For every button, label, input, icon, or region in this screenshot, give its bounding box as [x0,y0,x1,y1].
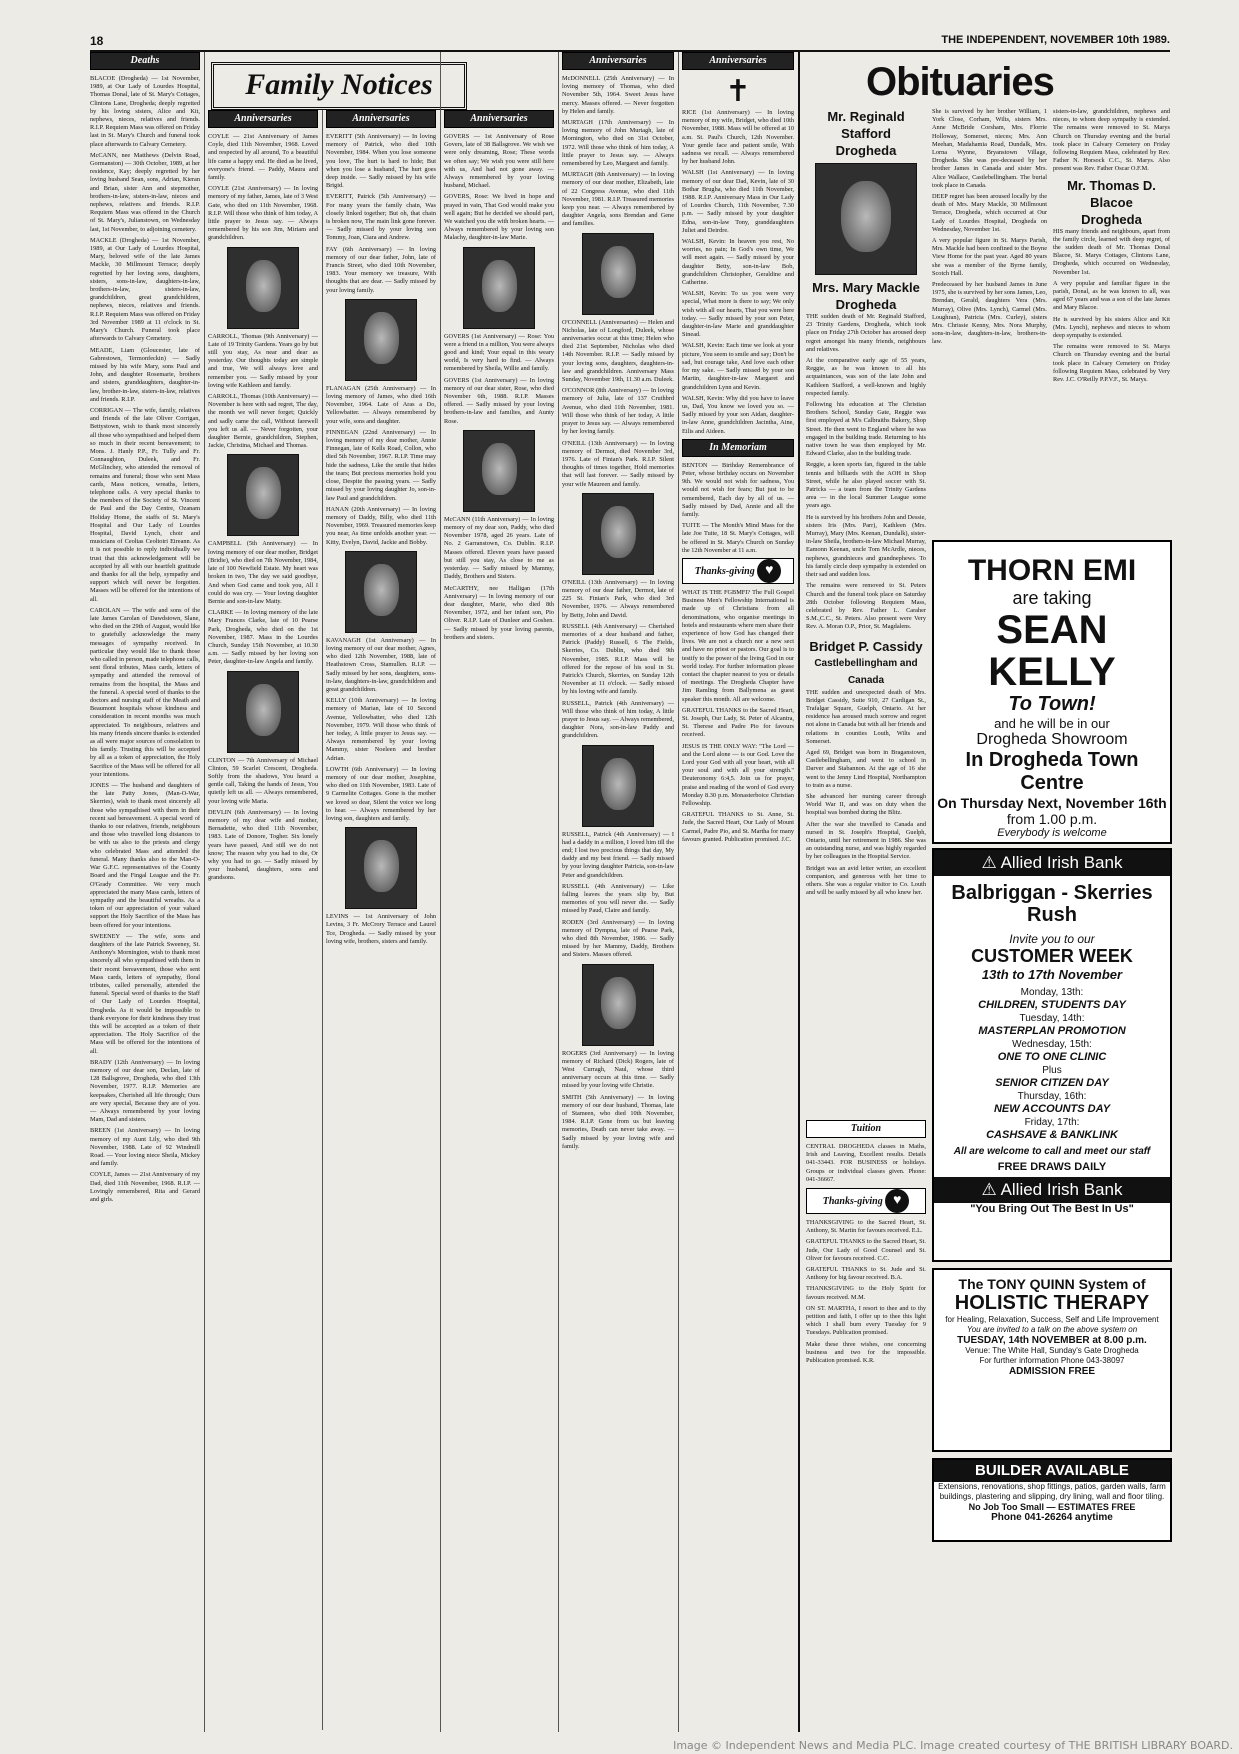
aib-day-event: CHILDREN, STUDENTS DAY [978,999,1126,1011]
anniversary-notice: RUSSELL (4th Anniversary) — Cherished memories of a dear husband and father, Patrick (Paddy) Russell, 6 The Fields, Skerries, Co. Dublin, who died 9th November, 1985. R.I.P. Mass will be offered for the repose of his soul in St. Patrick's Church, Skerries, on Sunday 12th November at 11 o'clock. — Sadly missed by his loving wife and family. [562,622,674,696]
aib-day-label: Friday, 17th: [1024,1117,1080,1128]
mackle-name: Mrs. Mary Mackle [812,280,920,295]
anniversaries-column-5 [682,52,794,1732]
image-credit: Image © Independent News and Media PLC. Image created courtesy of THE BRITISH LIBRARY BOARD. [673,1739,1233,1752]
notice: MEADE, Liam (Gloucester, late of Gabrestown, Termonfeckin) — Sadly missed by his wife Mary, sons Paul and John, and daughter Rosemarie, brothers and sisters, granddaughters, daughter-in-law, brother-in-law, sisters-in-law, relatives and friends. R.I.P. [90,346,200,403]
thanks-notice: GRATEFUL THANKS to St. Jude and St. Anthony for big favour received. B.A. [806,1266,926,1282]
aib-day-label: Plus [1042,1065,1062,1076]
cross-icon: ✝ [725,75,751,108]
column-rule [204,52,205,1732]
anniversary-notice: GOVERS (1st Anniversary) — In loving memory of our dear sister, Rose, who died November 6th, 1988. R.I.P. Masses offered. — Sadly missed by your loving brothers-in-law and families, and Aunty Rose. [444,376,554,425]
anniversaries-heading-4: Anniversaries [562,52,674,70]
portrait-photo [582,964,654,1046]
anniversary-notice: ROGERS (3rd Anniversary) — In loving memory of Richard (Dick) Rogers, late of West Curragh, Naul, whose third anniversary occurs at this time. — Sadly missed by your loving wife Christie. [562,1049,674,1090]
notice: WALSH, Kevin: Why did you have to leave us, Dad, You know we loved you so. — Sadly missed by your son Aidan, daughter-in-law Anne, grandchildren Jacintha, Aine, Eilis and Aideen. [682,394,794,435]
blacoe-name: Mr. Thomas D. Blacoe [1067,177,1156,210]
thanks-notice: Make these three wishes, one concerning business and two for the impossible. Publication promised. K.R. [806,1340,926,1365]
aib-dates: 13th to 17th November [981,967,1123,982]
quinn-title-1: The TONY QUINN System of [958,1276,1146,1292]
aib-week: CUSTOMER WEEK [971,946,1133,966]
thanks-notice: GRATEFUL THANKS to the Sacred Heart, St. Jude, Our Lady of Good Counsel and St. Oliver for favours received. C.C. [806,1238,926,1262]
quinn-line: For further information Phone 043-38097 [979,1356,1125,1365]
cassidy-text: Bridget was an avid letter writer, an excellent companion, and generous with her time to others. She was a regular visitor to Co. Louth and will be sadly missed by all who knew her. [806,864,926,897]
notice: BLACOE (Drogheda) — 1st November, 1989, at Our Lady of Lourdes Hospital, Thomas Donal, late of St. Mary's Cottages, Clintons Lane, Drogheda; deeply regretted by his loving sisters, Alice and Kit, nephews, nieces, relatives and friends. R.I.P. Requiem Mass was offered on Friday last in St. Mary's Church and funeral took place afterwards to Calvary Cemetery. [90,75,200,148]
thanks-notice: THANKSGIVING to the Holy Spirit for favours received. M.M. [806,1285,926,1301]
stafford-text: At the comparative early age of 55 years, Reggie, as he was known to all his acquaintances, was son of the late John and Kathleen Stafford, a well-known and highly respected family. [806,357,926,397]
portrait-photo [227,247,299,329]
aib-logo-2: ⚠ Allied Irish Bank [934,1177,1170,1203]
anniversary-notice: DEVLIN (6th Anniversary) — In loving memory of my dear wife and mother, Bernadette, who died 11th November, 1983. Late of Donore, Togher. Six lonely years have passed, And still we do not know; The reason why you had to die, Or why you had to go. — Sadly missed by your husband, daughters, sons and grandsons. [208,808,318,882]
obituaries-title: Obituaries [866,60,1054,104]
aib-bank-name: Allied Irish Bank [1000,853,1123,872]
anniversary-notice: RUSSELL, Patrick (4th Anniversary) — I had a daddy in a million, I loved him till the end; I lost two precious things that day, My daddy and my best friend. — Sadly missed by your loving daughter Patricia, son-in-law Peter and grandchildren. [562,830,674,879]
blacoe-text: The remains were removed to St. Marys Church on Thursday evening and the burial took place in Calvary Cemetery on Friday following Requiem Mass, celebrated by Very Rev. J.C. O'Reilly P.P.V.F., St. Marys. [1053,343,1170,384]
notice: SWEENEY — The wife, sons and daughters of the late Patrick Sweeney, St. Anthony's Mornington, wish to thank most sincerely all who sympathised with them in their recent bereavement, those who sent Mass cards, letters of sympathy, floral tributes, called personally, attended the funeral. Special word of thanks to the Staff of Our Lady of Lourdes Hospital, Drogheda. As it would be impossible to thank everyone for their kindness they trust this will be accepted as a token of their appreciation. The Holy Sacrifice of the Mass will be offered for the intentions of all. [90,932,200,1055]
anniversary-notice: LOWTH (6th Anniversary) — In loving memory of our dear mother, Josephine, who died on 11th November, 1983. Late of 9 Carmelite Cottages. Gone is the mother we loved so dear, Silent the voice we long to hear. — Always remembered by her loving son, daughters and family. [326,765,436,822]
obit-text: She is survived by her brother William, 1 York Close, Corham, Wilts, sisters Mrs. Anne McBride Corsham, Mrs. Florrie Holloway, Somerset, nieces; Mrs. Ann Meehan, Madahamia Road, Dundalk, Mrs. Lorna Wynne, Bryanstown Village, Drogheda. She was pre-deceased by her brother James in Canada and sister Mrs. Alice Wallace, Castlebellingham. The burial took place in Canada. [932,108,1047,189]
stafford-place: Drogheda [835,143,897,158]
aib-logo: ⚠ Allied Irish Bank [934,850,1170,876]
portrait-photo [582,233,654,315]
thanksgiving-box-2 [806,1188,926,1214]
aib-day-event: SENIOR CITIZEN DAY [995,1077,1109,1089]
anniversary-notice: O'CONNOR (8th Anniversary) — In loving memory of Julia, late of 137 Cruthbrd Avenue, who died 11th November, 1981. Will those who think of her today, A little prayer to Jesus say. — Always remembered by her loving family. [562,387,674,436]
thanksgiving-box [682,558,794,584]
quinn-line: ADMISSION FREE [1008,1366,1096,1377]
quinn-ad [932,1268,1172,1452]
anniversary-notice: GOVERS (1st Anniversary) — Rose: You were a friend in a million, You were always good and kind; Your equal in this weary world, Is very hard to find. — Always remembered by Sheila, Willie and family. [444,332,554,373]
masthead: THE INDEPENDENT, NOVEMBER 10th 1989. [941,34,1170,46]
anniversary-notice: O'NEILL (13th Anniversary) — In loving memory of our dear father, Dermot, late of 225 St. Finian's Park, who died 3rd November, 1976. — Always remembered by Betty, John and David. [562,578,674,619]
quinn-line: Venue: The White Hall, Sunday's Gate Drogheda [965,1346,1139,1355]
anniversary-notice: RUSSELL, Patrick (4th Anniversary) — Will those who think of him today, A little prayer to Jesus say. — Always remembered, daughter Nora, son-in-law Paddy and grandchildren. [562,699,674,740]
portrait-photo [582,493,654,575]
notice: BREEN (1st Anniversary) — In loving memory of my Aunt Lily, who died 9th November, 1988. Late of 92 Windmill Road. — Your loving niece Sheila, Mickey and family. [90,1127,200,1168]
deaths-column [90,52,200,1732]
column-rule [558,52,559,1732]
cassidy-place: Castlebellingham and Canada [814,657,918,686]
thorn-line: Everybody is welcome [997,827,1107,839]
thanksgiving-heading-2: Thanks-giving [822,1196,883,1208]
thanks-notice: ON ST. MARTHA, I resort to thee and to thy petition and faith, I offer up to thee this light which I shall burn every Tuesday for 9 Tuesdays. Publication promised. [806,1304,926,1337]
quinn-line: for Healing, Relaxation, Success, Self and Life Improvement [945,1315,1159,1324]
anniversaries-heading: Anniversaries [208,110,318,128]
stafford-text: Reggie, a keen sports fan, figured in the table tennis and billiards with the AOH in Shop Street, while he also played soccer with St. Patricks — a team from the Trinity Gardens area — in the local Summer League some years ago. [806,461,926,510]
thorn-line: On Thursday Next, November 16th [937,795,1167,811]
anniversary-notice: SMITH (5th Anniversary) — In loving memory of our dear husband, Thomas, late of Stameen, who died 10th November, 1984. R.I.P. Gone from us but leaving memories, Death can never take away. — Sadly missed by your loving wife and family. [562,1093,674,1150]
anniversaries-heading-5: Anniversaries [682,52,794,70]
aib-day-label: Tuesday, 14th: [1019,1013,1085,1024]
aib-days [934,986,1170,1142]
aib-bank-name-2: Allied Irish Bank [1000,1180,1123,1199]
aib-draws: FREE DRAWS DAILY [997,1161,1107,1173]
portrait-photo [463,247,535,329]
notice: BRADY (12th Anniversary) — In loving memory of our dear son, Declan, late of 128 Ballsgrove, Drogheda, who died 13th November, 1977. R.I.P. Memories are keepsakes, Cherished all life through; Ours are very special, Because they are of you. — Always remembered by your loving Mam, Dad and sisters. [90,1058,200,1124]
aib-day-event: MASTERPLAN PROMOTION [978,1025,1126,1037]
tuition-thanks-column [806,1120,926,1720]
anniversary-notice: GOVERS, Rose: We lived in hope and prayed in vain, That God would make you well again; But he decided we should part, We watched you die with broken hearts. — Always remembered by your loving son Malachy, daughter-in-law Marie. [444,193,554,242]
aib-branch: Balbriggan - Skerries Rush [951,882,1153,926]
anniversary-notice: FINNEGAN (22nd Anniversary) — In loving memory of my dear mother, Annie Finnegan, late of Kells Road, Collon, who died 5th November, 1967. R.I.P. Time may hide the sadness, Like the smile that hides the tears; But precious memories hold you close, Despite the passing years. — Sadly missed by your loving daughter Jo, son-in-law Paul and grandchildren. [326,428,436,502]
notice: CAROLAN — The wife and sons of the late James Carolan of Dawdstown, Slane, who died on the 29th of August, would like to gratefully acknowledge the many messages of sympathy received. In particular they would like to thank those who called in person, made telephone calls, sent floral tributes, Mass cards, letters of sympathy and attended the removal of remains from the hospital, the Mass and the funeral. A special word of thanks to the doctors and nursing staff of the Meath and Beaumont hospitals whose kindness and consideration in recent months was much appreciated. To neighbours, relatives and his many friends sincere thanks is extended as all were major sources of consolation to his family. Trusting this will be accepted by all as a token of appreciation, the Holy Sacrifice of the Mass will be offered for all your intentions. [90,606,200,778]
notice: GRATEFUL THANKS to St. Anne, St. Jude, the Sacred Heart, Our Lady of Mount Carmel, Padre Pio, and St. Martha for many favours granted. Publication promised. J.C. [682,811,794,843]
mackle-text: DEEP regret has been aroused locally by the death of Mrs. Mary Mackle, 30 Millmount Terrace, Drogheda, which occurred at Our Lady of Lourdes Hospital, Drogheda on Wednesday, November 1st. [932,193,1047,233]
portrait-photo [463,430,535,512]
anniversary-notice: KAVANAGH (1st Anniversary) — In loving memory of our dear mother, Agnes, who died 12th November, 1988, late of Heathstown Cross, Stamullen. R.I.P. — Sadly missed by her sons, daughters, sons-in-law, daughters-in-law, grandchildren and great grandchildren. [326,636,436,693]
builder-line: No Job Too Small — ESTIMATES FREE [968,1502,1136,1512]
aib-invite: Invite you to our [1009,932,1095,946]
obituary-mackle [932,108,1047,528]
aib-day-label: Thursday, 16th: [1017,1091,1087,1102]
builder-title: BUILDER AVAILABLE [934,1460,1170,1482]
anniversary-notice: RUSSELL (4th Anniversary) — Like falling leaves the years slip by, But memories of you will never die. — Sadly missed by Paud, Claire and family. [562,882,674,915]
mackle-place: Drogheda [835,297,897,312]
stafford-text: THE sudden death of Mr. Reginald Stafford, 23 Trinity Gardens, Drogheda, which took place on Friday 27th October has aroused deep regret amongst his many friends, neighbours and relatives. [806,313,926,353]
anniversary-notice: CLARKE — In loving memory of the late Mary Frances Clarke, late of 10 Pearse Park, Drogheda, who died on the 1st November, 1987. Mass in the Lourdes Church, Sunday 15th November, at 10.30 a.m. — Sadly missed by her loving son Peter, daughter-in-law Angela and family. [208,609,318,666]
cassidy-text: Aged 69, Bridget was born in Braganstown, Castlebellingham, and went to school in Darver and Stabannon. At the age of 16 she went to the Jenny Lind Hospital, Northampton to train as a nurse. [806,748,926,789]
column-rule [322,110,323,1730]
anniversary-notice: CAMPBELL (5th Anniversary) — In loving memory of our dear mother, Bridget (Bridie), who died on 7th November, 1984, late of 100 Newfield Estate. My heart was broken in two, The day we said goodbye, And when God came and took you, All I could do was cry. — Your loving daughter Bernie and son-in-law Matty. [208,540,318,605]
portrait-photo [345,551,417,633]
anniversary-notice: FAY (6th Anniversary) — In loving memory of our dear father, John, late of Francis Street, who died 10th November, 1983. Your memory we treasure, With thoughts that are dear. — Sadly missed by your loving family. [326,245,436,294]
thorn-line: In Drogheda Town Centre [965,749,1139,794]
portrait-photo [227,671,299,753]
portrait-photo [345,827,417,909]
notice: WALSH, Kevin: Each time we look at your picture, You seem to smile and say; Don't be sad, but courage take, And love each other for my sake. — Sadly missed by your son Martin, daughter-in-law Margaret and grandchildren Lynn and Kevin. [682,342,794,391]
blacoe-text: He is survived by his sisters Alice and Kit (Mrs. Lynch), nephews and nieces to whom deep sympathy is extended. [1053,315,1170,340]
builder-text: Extensions, renovations, shop fittings, patios, garden walls, farm buildings, plastering and slipping, dry lining, wall and floor tiling. [938,1482,1166,1501]
anniversary-notice: O'CONNELL (Anniversaries) — Helen and Nicholas, late of Longford, Duleek, whose anniversaries occur at this time; Helen who died 21st September, Nicholas who died 14th November. R.I.P. — Sadly missed by your loving sons, daughters, daughters-in-law and grandchildren. Anniversary Mass Sunday, November 19th, 11.30 a.m. Duleek. [562,318,674,384]
column-rule [440,52,441,1732]
heart-icon: ♥ [885,1189,909,1213]
notice: WALSH, Kevin: In heaven you rest, No worries, no pain; In God's own time, We will meet again. — Sadly missed by your daughter Betty, son-in-law Bob, grandchildren Christopher, Geraldine and Catherine. [682,238,794,287]
anniversary-notice: KELLY (10th Anniversary) — In loving memory of Marian, late of 10 Second Avenue, Yellowbatter, who died 12th November, 1979. Will those who think of her today, A little prayer to Jesus say. — Always remembered by your loving Mammy, sister Noeleen and brother Adrian. [326,697,436,762]
anniversary-notice: CLINTON — 7th Anniversary of Michael Clinton, 59 Scarlet Crescent, Drogheda. Softly from the shadows, You heard a gentle call, Taking the hands of Jesus, You quietly left us all. — Always remembered, your loving wife Maria. [208,756,318,805]
aib-slogan: "You Bring Out The Best In Us" [970,1203,1134,1215]
obituary-blacoe [1053,108,1170,528]
notice: BENTON — Birthday Remembrance of Peter, whose birthday occurs on November 9th. We would not wish for sadness, You would not wish for fears; But just to be remembered, Each day by all of us. — Sadly missed by Dad, Annie and all the family. [682,461,794,518]
page-header [90,34,1170,48]
tuition-text: CENTRAL DROGHEDA classes in Maths, Irish and Leaving, Excellent results. Details 041-33443. FOR BUSINESS or holidays. Groups or individual classes given. Phone: 041-36667. [806,1143,926,1183]
portrait-photo [227,454,299,536]
aib-day-event: ONE TO ONE CLINIC [997,1051,1107,1063]
aib-day-event: CASHSAVE & BANKLINK [986,1129,1118,1141]
anniversary-notice: FLANAGAN (25th Anniversary) — In loving memory of James, who died 16th November, 1964. Late of Aras a Do, Yellowbatter. — Always remembered by your wife, sons and daughter. [326,384,436,425]
anniversaries-column-4 [562,52,674,1732]
portrait-photo [582,745,654,827]
anniversary-notice: GOVERS — 1st Anniversary of Rose Govers, late of 38 Ballsgrove. We wish we were only dreaming, Rose; These words we often say; We wish you were still here with us, And had not gone away. — Always remembered by your loving husband, Michael. [444,133,554,190]
anniversaries-column-2 [326,110,436,1730]
thorn-line: from 1.00 p.m. [1006,811,1098,827]
blacoe-text: A very popular and familiar figure in the parish, Donal, as he was known to all, was aged 67 years and was a son of the late James and Mary Blacoe. [1053,279,1170,312]
aib-welcome: All are welcome to call and meet our staff [953,1146,1151,1157]
obituary-stafford [806,108,926,1108]
anniversary-notice: HANAN (20th Anniversary) — In loving memory of Daddy, Billy, who died 11th November, 1969. Treasured memories keep you near, As time unfolds another year. — Kitty, Evelyn, David, Jackie and Bobby. [326,505,436,546]
notice: WALSH (1st Anniversary) — In loving memory of our dear Dad, Kevin, late of 30 Bothar Brugha, who died 11th November, 1988. R.I.P. Anniversary Mass in Our Lady of Lourdes Church, 11th November, 7.30 p.m. — Sadly missed by your daughter Edna, son-in-law Tony, granddaughters Juliet and Deirdre. [682,169,794,234]
thanksgiving-heading: Thanks-giving [694,565,755,577]
thorn-line: To Town! [1008,693,1096,715]
thorn-line: are taking [1012,588,1092,608]
anniversary-notice: McDONNELL (25th Anniversary) — In loving memory of Thomas, who died November 5th, 1964. Sweet Jesus have mercy. Masses offered. — Never forgotten by Helen and family. [562,75,674,115]
anniversary-notice: CARROLL, Thomas (10th Anniversary) — November is here with sad regret, The day, the month we will never forget; Quickly and sadly came the call, Without farewell you left us all. — Never forgotten, your daughter Bernie, grandchildren, Stephen, Jackie, Christina, Michael and Thomas. [208,393,318,450]
anniversary-notice: McCARTHY, nee Halligan (17th Anniversary) — In loving memory of our dear daughter, Marie, who died 8th November, 1972, and her infant son, Pio Oliver. R.I.P. Late of Dunleer and Goshen. — Sadly missed by your loving parents, brothers and sisters. [444,584,554,641]
anniversary-notice: EVERITT, Patrick (5th Anniversary) — For many years the family chain, Was closely linked together; But oh, that chain is broken now, The main link gone forever. — Sadly missed by your loving son Tommy, Joan, Ciara and Andrew. [326,193,436,242]
obituaries-divider [798,52,800,1732]
notice: WHAT IS THE FGBMFI? The Full Gospel Business Men's Fellowship International is made up of Christians from all denominations, who organise meetings in hotels and restaurants where men share their experience of how God has changed their lives. We are not a church nor a new sect and have no priest or pastors. Our goal is to testify to the power of the living God in our world today. For further information please contact the chapter nearest to you or details of meetings. The Drogheda Chapter have Jim Ramling from Ballymena as guest speaker this month. All are welcome. [682,588,794,703]
column-rule [678,52,679,1732]
deaths-heading: Deaths [90,52,200,70]
thorn-line: and he will be in our [994,716,1110,731]
notice: CORRIGAN — The wife, family, relatives and friends of the late Oliver Corrigan, Bettystown, wish to thank most sincerely all those who sympathised and helped them so much in their recent bereavement; to Mons. J. Hanly P.P., Fr. Tully and Fr. Connaughton, Duleek, and Fr. McGlinchey, who attended the removal of remains and funeral; those who sent Mass cards, Mass notices, wreaths, letters, telephone calls. A very special thanks to the members of the Society of St. Vincent de Paul and the Day Centre, Ozanam Holiday Home, the staffs of St. Mary's Hospital and Our Lady of Lourdes Hospital, David Lynch, choir and musicians of Ceoltas Ceoltoiri Eireann. As it is not possible to reply individually we trust that this acknowledgement will be accepted by all with our heartfelt gratitude and thanks for all the help, sympathy and support which will never be forgotten. Masses will be offered for the intentions of all. [90,406,200,603]
anniversaries-column-1 [208,110,318,1730]
cassidy-text: After the war she travelled to Canada and nursed in St. Joseph's Hospital, Guelph, Ontario, until her retirement in 1986. She was an outstanding nurse, and was highly regarded by her colleagues in the Hospital Service. [806,820,926,861]
anniversary-notice: LEVINS — 1st Anniversary of John Levins, 3 Fr. McCrory Terrace and Laurel Tce, Drogheda. — Sadly missed by your loving wife, brothers, sisters and family. [326,913,436,945]
notice: WALSH, Kevin: To us you were very special, What more is there to say; We only wish with all our hearts, That you were here today. — Sadly missed by your son Peter, daughter-in-law Marie and granddaughter Sinead. [682,290,794,339]
aib-ad [932,848,1172,1262]
notice: McCANN, nee Matthews (Delvin Road, Gormanston) — 30th October, 1989, at her residence, Kay; deeply regretted by her loving husband Sean, sons, Adrian, Kieran and Brian, sister Ann and stepmother, brothers-in-law, sisters-in-law, nieces and nephews, relatives and friends. R.I.P. Requiem Mass was offered in the Church of St. Mary's, Julianstown, on Wednesday last, 1st November, to adjoining cemetery. [90,151,200,233]
quinn-line: TUESDAY, 14th NOVEMBER at 8.00 p.m. [957,1335,1147,1346]
stafford-text: Following his education at The Christian Brothers School, Sunday Gate, Reggie was first employed at M/s Calbraiths Bakery, Shop Street. He then went to England where he was engaged in the building trade. Returning to his native town he was then employed by Mr. Edward Clarke, also in the building trade. [806,401,926,458]
anniversary-notice: MURTAGH (8th Anniversary) — In loving memory of our dear mother, Elizabeth, late of 22 Congress Avenue, who died 11th November, 1981. R.I.P. Treasured memories keep you near. — Always remembered by daughter Angela, sons Brendan and Gene and families. [562,171,674,228]
cassidy-name: Bridget P. Cassidy [809,638,923,654]
anniversaries-heading-2: Anniversaries [326,110,436,128]
anniversary-notice: COYLE (21st Anniversary) — In loving memory of my father, James, late of 3 West Gate, who died on 11th November, 1968. R.I.P. Will those who think of him today, A little prayer to Jesus say. — Always remembered by his son Jim, Miriam and grandchildren. [208,185,318,242]
notice: JESUS IS THE ONLY WAY: "The Lord — and the Lord alone — is our God. Love the Lord your God with all your heart, with all your soul and with all your strength." Deuteronomy 6:4,5. Join us for prayer, praise and reading of the word of God every Monday 8.30 p.m. Monasterboice Christian Fellowship. [682,742,794,808]
anniversary-notice: COYLE — 21st Anniversary of James Coyle, died 11th November, 1968. Loved and respected by all around, To a beautiful life came a happy end. He died as he lived, everyone's friend. — Paddy, Maura and family. [208,133,318,182]
blacoe-text: HIS many friends and neighbours, apart from the family circle, learned with deep regret, of the sudden death of Mr. Thomas Donal Blacoe, St. Marys Cottages, Clintons Lane, Drogheda, which occurred on Wednesday, November 1st. [1053,227,1170,276]
cassidy-text: She advanced her nursing career through World War II, and was on duty when the hospital was bombed during the Blitz. [806,792,926,817]
stafford-text: He is survived by his brothers John and Dessie, sisters Iris (Mrs. Parr), Kathleen (Mrs. Murray), Mary (Mrs. Keenan, Dundalk), sister-in-law Sheila, brothers-in-law Michael Murray, Eamonn Keenan, uncle Tom McArdle, nieces, nephews, grandnieces and grandnephews. To his family circle deep sympathy is extended on their sad and sudden loss. [806,513,926,579]
page-number: 18 [90,34,104,48]
notice: MACKLE (Drogheda) — 1st November, 1989, at Our Lady of Lourdes Hospital, Mary, beloved wife of the late James Mackle, 30 Millmount Terrace; deeply regretted by her loving sons, daughters, sisters, sons-in-law, daughters-in-law, brothers-in-law, sisters-in-law, grandchildren, great grandchildren, nephews, nieces, relatives and friends. R.I.P. Requiem Mass was offered on Friday 3rd November 1989 at 11 o'clock in St. Mary's Church. Funeral took place afterwards to Calvary Cemetery. [90,236,200,343]
in-memoriam-heading: In Memoriam [682,439,794,457]
anniversaries-heading-3: Anniversaries [444,110,554,128]
aib-day-label: Monday, 13th: [1020,987,1084,998]
notice: COYLE, James — 21st Anniversary of my Dad, died 11th November, 1968. R.I.P. — Lovingly remembered, Rita and Gerard and girls. [90,1171,200,1204]
thanks-notice: THANKSGIVING to the Sacred Heart, St. Anthony, St. Martin for favours received. E.L. [806,1219,926,1235]
stafford-text: The remains were removed to St. Peters Church and the funeral took place on Saturday 28th October following Requiem Mass, celebrated by Rev. Father L. Caraher S.M.,C.C., St. Peters. Also present were Very Rev. A. Moran O.P., Prior, St. Magdalens. [806,582,926,631]
quinn-title-2: HOLISTIC THERAPY [954,1292,1150,1314]
notice: TUITE — The Month's Mind Mass for the late Joe Tuite, 18 St. Mary's Cottages, will be offered in St. Mary's Church on Sunday the 12th November at 11 a.m. [682,522,794,554]
notice: RICE (1st Anniversary) — In loving memory of my wife, Bridget, who died 10th November, 1988. Mass will be offered at 10 a.m. St. Paul's Church, 12th November. Your gentle face and patient smile, With sadness we recall. — Always remembered by her husband John. [682,109,794,166]
thorn-name-1: SEAN [996,608,1108,652]
anniversary-notice: O'NEILL (13th Anniversary) — In loving memory of Dermot, died November 3rd, 1976. Late of Finian's Park. R.I.P. Silent thoughts of times together, Hold memories that will last forever. — Sadly missed by your wife Maureen and family. [562,439,674,488]
anniversary-notice: RODEN (3rd Anniversary) — In loving memory of Dympna, late of Pearse Park, who died 8th November, 1986. — Sadly missed by her Mammy, Daddy, Brothers and Sisters. Masses offered. [562,918,674,959]
aib-day-event: NEW ACCOUNTS DAY [993,1103,1111,1115]
heart-icon: ♥ [757,559,781,583]
blacoe-place: Drogheda [1081,211,1142,227]
thorn-name-2: KELLY [988,650,1116,694]
cassidy-text: THE sudden and unexpected death of Mrs. Bridget Cassidy, Suite 910, 27 Cardigan St., Trafalgar Square, Guelph, Ontario. At her residence has aroused much sorrow and regret not alone in Canada but with all her friends and relations in counties Louth, Wilts and Somerset. [806,688,926,745]
obit-text: sisters-in-law, grandchildren, nephews and nieces, to whom deep sympathy is extended. The remains were removed to St. Marys Church on Thursday evening and the burial took place in Calvary Cemetery on Friday following Requiem Mass, celebrated by Rev. Father N. Horsock C.C., St. Marys. Also present was Rev. Father Oscar O.F.M. [1053,108,1170,173]
family-notices-title: Family Notices [211,62,467,110]
mackle-text: Predeceased by her husband James in June 1975, she is survived by her sons James, Leo, Brendan, Gerald, daughters Vera (Mrs. Murray), Olive (Mrs. Lynch), Carmel (Mrs. Loughran), Patricia (Mrs. Curley), sisters Mrs. Chrissie Kenny, Mrs. Nora Murphy, sons-in-law, daughters-in-law, brothers-in-law. [932,281,1047,346]
anniversary-notice: MURTAGH (17th Anniversary) — In loving memory of John Murtagh, late of Mornington, who died on 31st October, 1972. Will those who think of him today, A little prayer to Jesus say. — Always remembered by Leo, Margaret and family. [562,119,674,168]
anniversaries-column-3 [444,110,554,1730]
notice: GRATEFUL THANKS to the Sacred Heart, St. Joseph, Our Lady, St. Peter of Alcantra, St. Therese and Padre Pio for favours received. [682,706,794,739]
anniversary-notice: McCANN (11th Anniversary) — In loving memory of my dear son, Paddy, who died November 1978, aged 26 years. Late of No. 2 Garranstown, Co. Dublin. R.I.P. Masses offered. Eleven years have passed but still you stay, As close to me as yesterday. — Sadly missed by Mammy, Daddy, Brothers and Sisters. [444,515,554,581]
builder-phone: Phone 041-26264 anytime [991,1512,1113,1523]
thorn-line: Drogheda Showroom [976,731,1128,748]
stafford-name: Mr. Reginald Stafford [827,109,905,141]
portrait-photo [345,299,417,381]
notice: JONES — The husband and daughters of the late Patty Jones, (Man-O-War, Skerries), wish to thank most sincerely all those who sympathised with them in their recent sad bereavement. A special word of thanks to our relatives, friends, neighbours and those who travelled long distances to be with us also to the priests and clergy who celebrated Mass and attended the funeral. Many thanks also to the Man-O-War G.F.C. representatives of the County Board and the Fingal League and the Fr. O'Grady Committee. We very much appreciated the many Mass cards, letters of sympathy and the beautiful wreaths. As a token of our appreciation of your valued support the Holy Sacrifice of the Mass has been offered for your intentions. [90,782,200,929]
anniversary-notice: EVERITT (5th Anniversary) — In loving memory of Patrick, who died 10th November, 1984. When you lose someone you love, The hurt is hard to hide; But when you lose a husband, The hurt goes deep inside. — Sadly missed by his wife Brigid. [326,133,436,190]
tuition-heading: Tuition [806,1120,926,1138]
quinn-line: You are invited to a talk on the above system on [966,1325,1138,1334]
stafford-photo [815,163,917,275]
builder-ad [932,1458,1172,1542]
mackle-text: A very popular figure in St. Marys Parish, Mrs. Mackle had been confined to the Boyne View Home for the past year. Aged 80 years she was a member of the Byrne family, Scotch Hall. [932,237,1047,277]
thorn-emi-ad [932,540,1172,844]
aib-day-label: Wednesday, 15th: [1012,1039,1092,1050]
thorn-emi-logo: THORN EMI [967,554,1137,587]
anniversary-notice: CARROLL, Thomas (9th Anniversary) — Late of 19 Trinity Gardens. Years go by but still you stay, As near and dear as yesterday. Our thoughts today are simple and true, We will always love and remember you. — Sadly missed by your loving wife Kathleen and family. [208,332,318,389]
